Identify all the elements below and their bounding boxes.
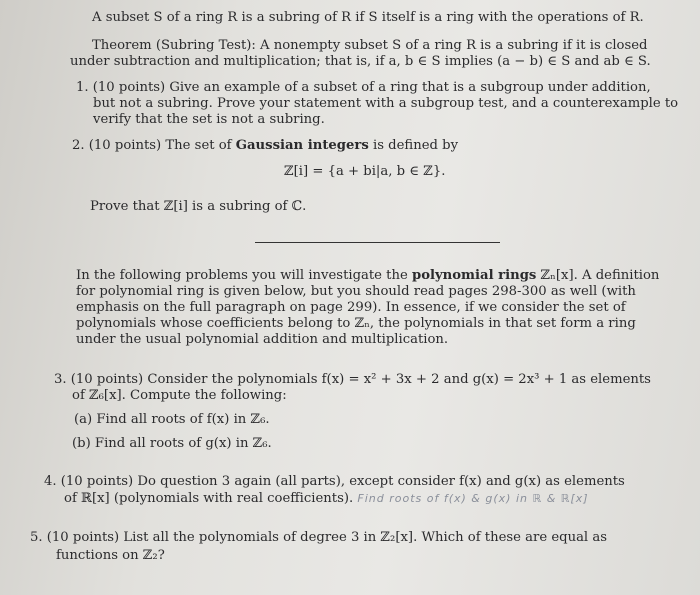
question-3-line-1: 3. (10 points) Consider the polynomials f(x) = x² + 3x + 2 and g(x) = 2x³ + 1 as elements: [54, 372, 651, 387]
theorem-line-2: under subtraction and multiplication; that is, if a, b ∈ S implies (a − b) ∈ S and ab ∈ S.: [70, 54, 651, 69]
gaussian-formula: ℤ[i] = {a + bi|a, b ∈ ℤ}.: [284, 164, 446, 179]
question-5-line-2: functions on ℤ₂?: [56, 548, 165, 563]
question-2-text: 2. (10 points) The set of: [72, 138, 236, 153]
intro-paragraph-line-3: emphasis on the full paragraph on page 299). In essence, if we consider the set of: [76, 300, 626, 315]
section-divider: [255, 242, 500, 243]
question-3-part-a: (a) Find all roots of f(x) in ℤ₆.: [74, 412, 270, 427]
question-1-line-3: verify that the set is not a subring.: [93, 112, 325, 127]
question-4-line-1: 4. (10 points) Do question 3 again (all parts), except consider f(x) and g(x) as elements: [44, 474, 625, 489]
intro-paragraph-line-1: [76, 268, 659, 284]
handwritten-note: Find roots of f(x) & g(x) in ℝ & ℝ[x]: [357, 492, 589, 505]
question-1-line-1: 1. (10 points) Give an example of a subset of a ring that is a subgroup under addition,: [76, 80, 651, 95]
question-3-line-2: of ℤ₆[x]. Compute the following:: [72, 388, 287, 403]
question-2-text-end: is defined by: [368, 138, 459, 153]
question-1-line-2: but not a subring. Prove your statement with a subgroup test, and a counterexample to: [93, 96, 679, 111]
question-5-line-1: 5. (10 points) List all the polynomials of degree 3 in ℤ₂[x]. Which of these are equal as: [30, 530, 607, 545]
polynomial-rings-term: polynomial rings: [411, 268, 537, 283]
question-4-line-2: [64, 491, 589, 507]
para-text: In the following problems you will investigate the: [76, 268, 412, 283]
intro-paragraph-line-2: for polynomial ring is given below, but you should read pages 298-300 as well (with: [76, 284, 636, 299]
intro-paragraph-line-5: under the usual polynomial addition and multiplication.: [76, 332, 449, 347]
question-2-prove: Prove that ℤ[i] is a subring of ℂ.: [90, 199, 307, 214]
gaussian-integers-term: Gaussian integers: [235, 138, 369, 153]
theorem-line-1: Theorem (Subring Test): A nonempty subset S of a ring R is a subring if it is closed: [92, 38, 648, 53]
question-2-line-1: [72, 138, 458, 154]
question-3-part-b: (b) Find all roots of g(x) in ℤ₆.: [72, 436, 272, 451]
subring-definition: A subset S of a ring R is a subring of R if S itself is a ring with the operations of R.: [92, 10, 644, 25]
para-text-end: ℤₙ[x]. A definition: [536, 268, 660, 283]
question-4-text: of ℝ[x] (polynomials with real coefficients).: [64, 491, 354, 506]
intro-paragraph-line-4: polynomials whose coefficients belong to ℤₙ, the polynomials in that set form a ring: [76, 316, 636, 331]
